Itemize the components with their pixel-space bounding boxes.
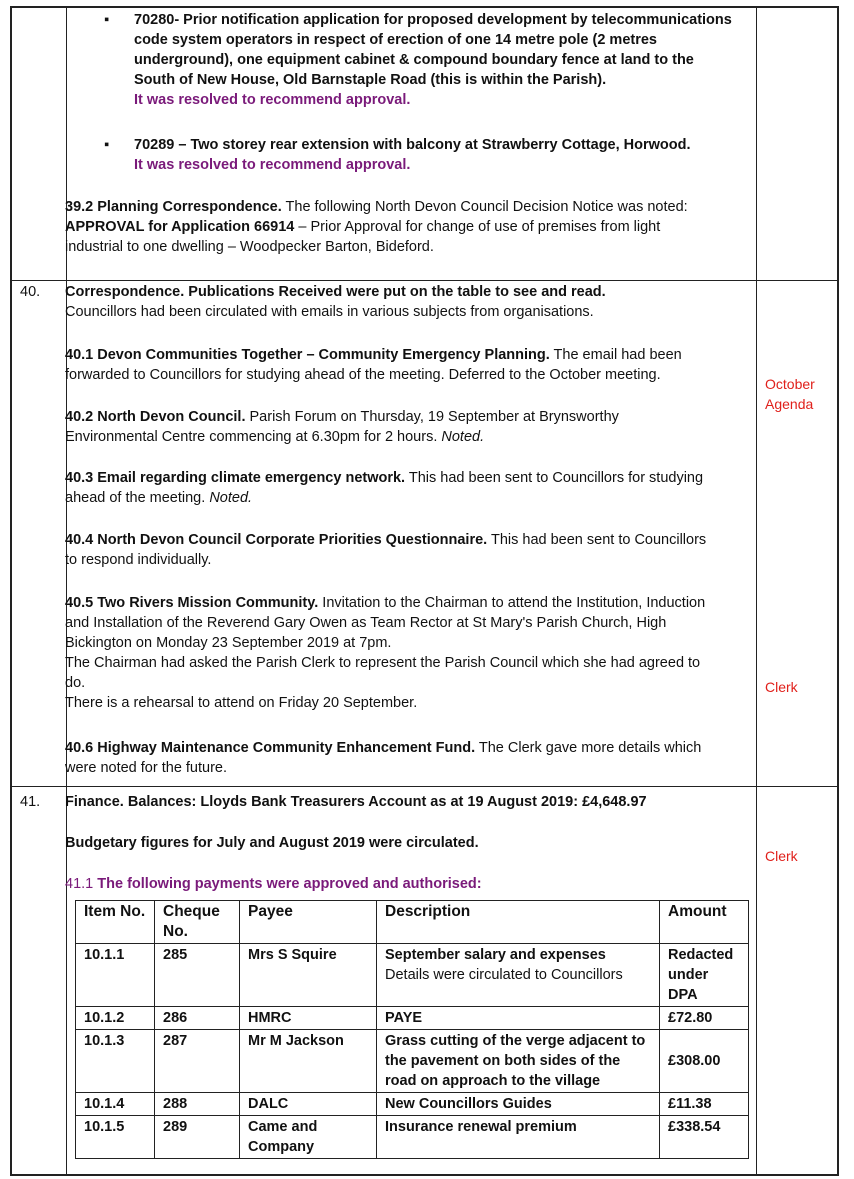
- item-text: do.: [65, 675, 86, 691]
- item-40-5: [65, 593, 750, 713]
- cheque-cell: 289: [155, 1116, 240, 1159]
- description-cell: New Councillors Guides: [377, 1093, 660, 1116]
- action-note-october-agenda: [765, 374, 815, 414]
- item-text: The following payments were approved and authorised:: [93, 876, 482, 892]
- section-intro: Councillors had been circulated with emails in various subjects from organisations.: [65, 304, 594, 320]
- item-heading: 40.6 Highway Maintenance Community Enhancement Fund.: [65, 740, 476, 756]
- approval-heading: APPROVAL for Application 66914: [65, 219, 295, 235]
- table-header-row: [76, 901, 749, 944]
- item-text: Parish Forum on Thursday, 19 September at Brynsworthy: [245, 409, 619, 425]
- column-divider-left: [66, 8, 67, 1174]
- resolution-text: It was resolved to recommend approval.: [134, 92, 411, 108]
- payments-heading: [65, 874, 750, 894]
- item-text: There is a rehearsal to attend on Friday 20 September.: [65, 695, 418, 711]
- row-divider-41: [12, 786, 837, 787]
- item-40-4: [65, 530, 750, 570]
- item-40-6: [65, 738, 750, 778]
- cheque-cell: 288: [155, 1093, 240, 1116]
- application-70280: [134, 10, 754, 110]
- item-cell: 10.1.3: [76, 1030, 155, 1093]
- item-cell: 10.1.5: [76, 1116, 155, 1159]
- noted-text: Noted.: [441, 429, 485, 445]
- payee-cell: Came and Company: [240, 1116, 377, 1159]
- item-40-2: [65, 407, 750, 447]
- item-number: 40.: [20, 284, 41, 300]
- table-row: [76, 1007, 749, 1030]
- application-line: 70289 – Two storey rear extension with balcony at Strawberry Cottage, Horwood.: [134, 137, 691, 153]
- budgetary-figures: Budgetary figures for July and August 2019 were circulated.: [65, 835, 479, 851]
- correspondence-block: [65, 282, 750, 322]
- application-line: code system operators in respect of erection of one 14 metre pole (2 metres: [134, 32, 657, 48]
- payee-cell: Mr M Jackson: [240, 1030, 377, 1093]
- description-cell: Grass cutting of the verge adjacent to the pavement on both sides of the road on approach to the village: [377, 1030, 660, 1093]
- item-text: Environmental Centre commencing at 6.30pm for 2 hours.: [65, 429, 442, 445]
- item-cell: 10.1.4: [76, 1093, 155, 1116]
- payee-cell: HMRC: [240, 1007, 377, 1030]
- item-40-3: [65, 468, 750, 508]
- row-divider-40: [12, 280, 837, 281]
- application-line: South of New House, Old Barnstaple Road (this is within the Parish).: [134, 72, 607, 88]
- item-40-1: [65, 345, 750, 385]
- item-text: Invitation to the Chairman to attend the Institution, Induction: [318, 595, 706, 611]
- cheque-cell: 285: [155, 944, 240, 1007]
- item-heading: 40.2 North Devon Council.: [65, 409, 246, 425]
- description-note: Details were circulated to Councillors: [385, 967, 623, 983]
- cheque-cell: 286: [155, 1007, 240, 1030]
- table-row: [76, 1093, 749, 1116]
- item-text: and Installation of the Reverend Gary Owen as Team Rector at St Mary's Parish Church, High: [65, 615, 667, 631]
- action-note-clerk: Clerk: [765, 848, 798, 864]
- column-header: Description: [377, 901, 660, 944]
- application-line: 70280- Prior notification application for proposed development by telecommunications: [134, 12, 732, 28]
- item-text: The following North Devon Council Decision Notice was noted:: [281, 199, 688, 215]
- finance-balances: Finance. Balances: Lloyds Bank Treasurers Account as at 19 August 2019: £4,648.97: [65, 794, 647, 810]
- amount-cell: £338.54: [660, 1116, 749, 1159]
- bullet-icon: ▪: [104, 137, 110, 153]
- amount-cell: £308.00: [660, 1030, 749, 1093]
- item-text: The Clerk gave more details which: [475, 740, 702, 756]
- table-row: [76, 1030, 749, 1093]
- item-text: ahead of the meeting.: [65, 490, 210, 506]
- column-divider-right: [756, 8, 757, 1174]
- item-text: This had been sent to Councillors: [487, 532, 707, 548]
- planning-correspondence: [65, 197, 750, 257]
- item-text: forwarded to Councillors for studying ahead of the meeting. Deferred to the October meeting.: [65, 367, 661, 383]
- item-text: Bickington on Monday 23 September 2019 at 7pm.: [65, 635, 392, 651]
- item-number: 41.: [20, 794, 41, 810]
- description-cell: PAYE: [377, 1007, 660, 1030]
- table-row: [76, 1116, 749, 1159]
- description-text: September salary and expenses: [385, 947, 606, 963]
- section-heading: Correspondence. Publications Received were put on the table to see and read.: [65, 284, 606, 300]
- item-text: The email had been: [549, 347, 682, 363]
- amount-cell: Redacted under DPA: [660, 944, 749, 1007]
- item-heading: 40.1 Devon Communities Together – Community Emergency Planning.: [65, 347, 550, 363]
- payee-cell: DALC: [240, 1093, 377, 1116]
- item-cell: 10.1.1: [76, 944, 155, 1007]
- application-70289: [134, 135, 754, 175]
- payments-table: [75, 900, 749, 1159]
- action-note-clerk: Clerk: [765, 679, 798, 695]
- action-note-line: October: [765, 376, 815, 392]
- resolution-text: It was resolved to recommend approval.: [134, 157, 411, 173]
- item-heading: 40.5 Two Rivers Mission Community.: [65, 595, 319, 611]
- action-note-line: Agenda: [765, 396, 814, 412]
- application-line: underground), one equipment cabinet & compound boundary fence at land to the: [134, 52, 694, 68]
- amount-cell: £72.80: [660, 1007, 749, 1030]
- item-heading: 40.3 Email regarding climate emergency network.: [65, 470, 406, 486]
- item-heading: 41.1: [65, 876, 94, 892]
- item-text: – Prior Approval for change of use of premises from light: [294, 219, 661, 235]
- item-text: were noted for the future.: [65, 760, 228, 776]
- bullet-icon: ▪: [104, 12, 110, 28]
- table-row: [76, 944, 749, 1007]
- column-header: Amount: [660, 901, 749, 944]
- column-header: Payee: [240, 901, 377, 944]
- description-cell: [377, 944, 660, 1007]
- description-cell: Insurance renewal premium: [377, 1116, 660, 1159]
- payee-cell: Mrs S Squire: [240, 944, 377, 1007]
- column-header: Cheque No.: [155, 901, 240, 944]
- cheque-cell: 287: [155, 1030, 240, 1093]
- item-text: industrial to one dwelling – Woodpecker Barton, Bideford.: [65, 239, 434, 255]
- item-cell: 10.1.2: [76, 1007, 155, 1030]
- item-heading: 39.2 Planning Correspondence.: [65, 199, 282, 215]
- column-header: Item No.: [76, 901, 155, 944]
- item-text: The Chairman had asked the Parish Clerk to represent the Parish Council which she had agreed to: [65, 655, 701, 671]
- item-heading: 40.4 North Devon Council Corporate Priorities Questionnaire.: [65, 532, 488, 548]
- noted-text: Noted.: [209, 490, 253, 506]
- amount-cell: £11.38: [660, 1093, 749, 1116]
- item-text: to respond individually.: [65, 552, 212, 568]
- item-text: This had been sent to Councillors for studying: [405, 470, 704, 486]
